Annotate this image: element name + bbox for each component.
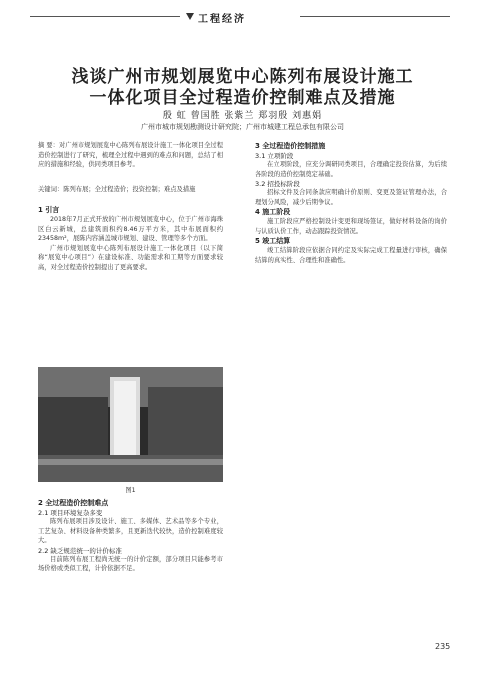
authors: 殷 虹 曾国胜 张紫兰 郑羽殷 刘惠娟 bbox=[162, 111, 323, 121]
affiliation: 广州市城市规划勘测设计研究院；广州市城建工程总承包有限公司 bbox=[141, 123, 344, 131]
article-title-line1: 浅谈广州市规划展览中心陈列布展设计施工 bbox=[71, 67, 414, 87]
triangle-icon bbox=[186, 13, 194, 20]
right-column bbox=[255, 141, 447, 265]
paragraph: 广州市规划展览中心陈列布展设计施工一体化项目（以下简称“展览中心项目”）在建设标准、功能需求和工期等方面要求较高，对全过程造价控制提出了更高要求。 bbox=[38, 244, 223, 271]
paragraph: 在立项阶段，应充分调研同类项目，合理确定投资估算，为后续各阶段的造价控制奠定基础。 bbox=[255, 161, 447, 178]
page-number: 235 bbox=[435, 642, 451, 651]
subsection-heading: 3.2 招投标阶段 bbox=[255, 180, 300, 188]
header-rule-right bbox=[300, 16, 450, 17]
section-heading: 3 全过程造价控制措施 bbox=[255, 142, 326, 150]
paragraph: 竣工结算阶段应依据合同约定及实际完成工程量进行审核，确保结算的真实性、合理性和准确性。 bbox=[255, 247, 447, 264]
subsection-heading: 3.1 立项阶段 bbox=[255, 152, 294, 160]
paragraph: 目前陈列布展工程尚无统一的计价定额，部分项目只能参考市场价格或类似工程，计价依据不足。 bbox=[38, 555, 223, 572]
subsection-heading: 2.2 缺乏规范统一的计价标准 bbox=[38, 546, 122, 555]
header-rule-left bbox=[30, 16, 180, 17]
paragraph: 陈列布展项目涉及设计、施工、多媒体、艺术品等多个专业，工艺复杂、材料设备种类繁多，且更新迭代较快，造价控制难度较大。 bbox=[38, 518, 223, 544]
paragraph: 2018年7月正式开放的广州市规划展览中心，位于广州市海珠区白云新城，总建筑面积约8.46万平方米，其中布展面积约23458m²，展陈内容涵盖城市规划、建设、管理等多个方面。 bbox=[38, 216, 223, 242]
left-column-top bbox=[38, 205, 223, 272]
figure-caption: 图1 bbox=[125, 487, 136, 494]
subsection-heading: 2.1 项目环境复杂多变 bbox=[38, 509, 103, 517]
abstract: 摘 要：对广州市规划展览中心陈列布展设计施工一体化项目全过程造价控制进行了研究，梳理全过程中遇到的难点和问题，总结了相应的措施和经验，供同类项目参考。 bbox=[38, 142, 223, 168]
building-photo bbox=[38, 367, 223, 482]
section-heading: 1 引言 bbox=[38, 206, 60, 214]
section-heading: 4 施工阶段 bbox=[255, 208, 291, 216]
left-column-bottom bbox=[38, 498, 223, 574]
section-heading: 5 竣工结算 bbox=[255, 237, 291, 245]
paragraph: 施工阶段应严格控制设计变更和现场签证，做好材料设备的询价与认质认价工作，动态跟踪投资情况。 bbox=[255, 218, 447, 235]
section-label: 工程经济 bbox=[198, 14, 246, 25]
keywords: 关键词：陈列布展；全过程造价；投资控制；难点及措施 bbox=[38, 186, 196, 193]
section-heading: 2 全过程造价控制难点 bbox=[38, 499, 109, 507]
article-title-line2: 一体化项目全过程造价控制难点及措施 bbox=[89, 88, 396, 108]
journal-header bbox=[0, 10, 485, 24]
paragraph: 招标文件及合同条款应明确计价原则、变更及签证管理办法，合理划分风险，减少后期争议。 bbox=[255, 189, 447, 206]
